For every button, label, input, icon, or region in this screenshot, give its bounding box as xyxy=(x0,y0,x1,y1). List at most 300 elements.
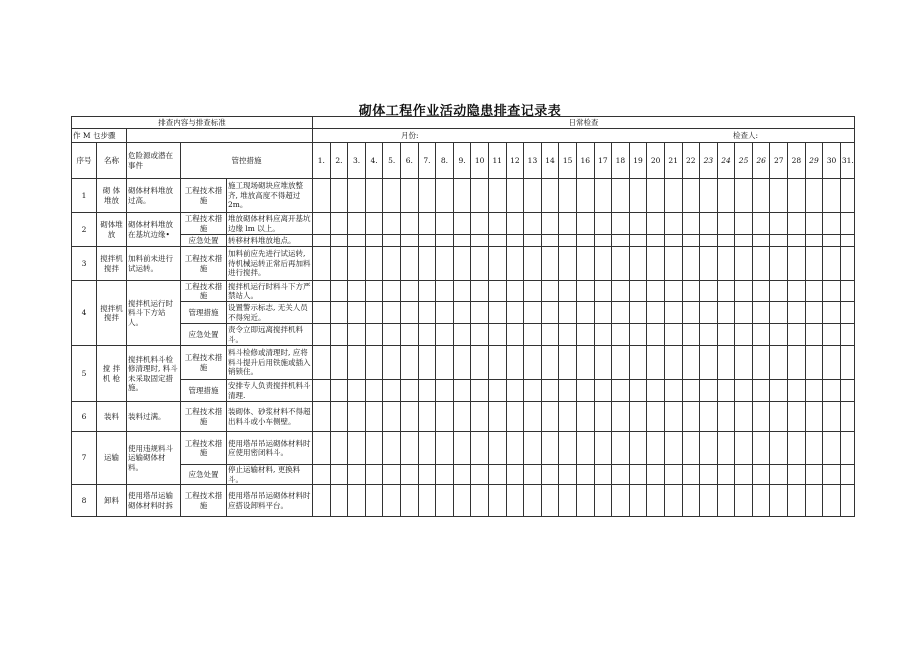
day-check-cell[interactable] xyxy=(488,302,506,324)
day-check-cell[interactable] xyxy=(788,485,806,517)
day-check-cell[interactable] xyxy=(770,346,788,380)
day-check-cell[interactable] xyxy=(840,213,854,235)
day-check-cell[interactable] xyxy=(717,485,735,517)
day-check-cell[interactable] xyxy=(717,432,735,465)
day-check-cell[interactable] xyxy=(471,247,489,281)
day-check-cell[interactable] xyxy=(559,346,577,380)
day-check-cell[interactable] xyxy=(788,247,806,281)
day-check-cell[interactable] xyxy=(629,247,647,281)
day-check-cell[interactable] xyxy=(348,432,366,465)
day-check-cell[interactable] xyxy=(647,380,665,402)
day-check-cell[interactable] xyxy=(541,465,559,485)
day-check-cell[interactable] xyxy=(629,281,647,302)
day-check-cell[interactable] xyxy=(629,465,647,485)
day-check-cell[interactable] xyxy=(330,213,348,235)
day-check-cell[interactable] xyxy=(664,179,682,213)
day-check-cell[interactable] xyxy=(805,346,823,380)
day-check-cell[interactable] xyxy=(541,213,559,235)
day-check-cell[interactable] xyxy=(682,179,700,213)
day-check-cell[interactable] xyxy=(436,235,454,247)
day-check-cell[interactable] xyxy=(682,302,700,324)
day-check-cell[interactable] xyxy=(647,281,665,302)
day-check-cell[interactable] xyxy=(735,235,753,247)
day-check-cell[interactable] xyxy=(664,432,682,465)
day-check-cell[interactable] xyxy=(612,302,630,324)
day-check-cell[interactable] xyxy=(348,485,366,517)
day-check-cell[interactable] xyxy=(664,302,682,324)
day-check-cell[interactable] xyxy=(717,402,735,432)
day-check-cell[interactable] xyxy=(418,179,436,213)
day-check-cell[interactable] xyxy=(453,247,471,281)
day-check-cell[interactable] xyxy=(805,302,823,324)
day-check-cell[interactable] xyxy=(383,179,401,213)
day-check-cell[interactable] xyxy=(541,432,559,465)
day-check-cell[interactable] xyxy=(770,281,788,302)
day-check-cell[interactable] xyxy=(735,281,753,302)
day-check-cell[interactable] xyxy=(365,402,383,432)
day-check-cell[interactable] xyxy=(576,485,594,517)
day-check-cell[interactable] xyxy=(418,213,436,235)
day-check-cell[interactable] xyxy=(752,281,770,302)
day-check-cell[interactable] xyxy=(559,235,577,247)
day-check-cell[interactable] xyxy=(717,346,735,380)
day-check-cell[interactable] xyxy=(823,302,841,324)
day-check-cell[interactable] xyxy=(770,402,788,432)
day-check-cell[interactable] xyxy=(629,402,647,432)
day-check-cell[interactable] xyxy=(453,235,471,247)
day-check-cell[interactable] xyxy=(559,281,577,302)
day-check-cell[interactable] xyxy=(682,281,700,302)
day-check-cell[interactable] xyxy=(541,380,559,402)
day-check-cell[interactable] xyxy=(770,179,788,213)
day-check-cell[interactable] xyxy=(752,485,770,517)
day-check-cell[interactable] xyxy=(365,281,383,302)
day-check-cell[interactable] xyxy=(788,402,806,432)
day-check-cell[interactable] xyxy=(805,485,823,517)
day-check-cell[interactable] xyxy=(471,179,489,213)
day-check-cell[interactable] xyxy=(647,432,665,465)
day-check-cell[interactable] xyxy=(541,235,559,247)
day-check-cell[interactable] xyxy=(664,213,682,235)
day-check-cell[interactable] xyxy=(401,324,419,346)
day-check-cell[interactable] xyxy=(365,302,383,324)
day-check-cell[interactable] xyxy=(752,247,770,281)
day-check-cell[interactable] xyxy=(594,213,612,235)
day-check-cell[interactable] xyxy=(717,179,735,213)
day-check-cell[interactable] xyxy=(348,465,366,485)
day-check-cell[interactable] xyxy=(612,281,630,302)
day-check-cell[interactable] xyxy=(735,346,753,380)
day-check-cell[interactable] xyxy=(629,179,647,213)
day-check-cell[interactable] xyxy=(840,324,854,346)
day-check-cell[interactable] xyxy=(770,380,788,402)
day-check-cell[interactable] xyxy=(330,235,348,247)
day-check-cell[interactable] xyxy=(700,380,718,402)
day-check-cell[interactable] xyxy=(805,465,823,485)
day-check-cell[interactable] xyxy=(383,247,401,281)
day-check-cell[interactable] xyxy=(788,281,806,302)
day-check-cell[interactable] xyxy=(735,485,753,517)
day-check-cell[interactable] xyxy=(383,465,401,485)
day-check-cell[interactable] xyxy=(735,380,753,402)
day-check-cell[interactable] xyxy=(717,235,735,247)
day-check-cell[interactable] xyxy=(313,247,331,281)
day-check-cell[interactable] xyxy=(348,213,366,235)
day-check-cell[interactable] xyxy=(629,485,647,517)
day-check-cell[interactable] xyxy=(506,235,524,247)
day-check-cell[interactable] xyxy=(700,213,718,235)
day-check-cell[interactable] xyxy=(506,302,524,324)
day-check-cell[interactable] xyxy=(436,432,454,465)
day-check-cell[interactable] xyxy=(647,235,665,247)
day-check-cell[interactable] xyxy=(488,213,506,235)
day-check-cell[interactable] xyxy=(788,213,806,235)
day-check-cell[interactable] xyxy=(788,346,806,380)
day-check-cell[interactable] xyxy=(612,213,630,235)
day-check-cell[interactable] xyxy=(313,465,331,485)
day-check-cell[interactable] xyxy=(805,179,823,213)
day-check-cell[interactable] xyxy=(383,324,401,346)
day-check-cell[interactable] xyxy=(594,281,612,302)
day-check-cell[interactable] xyxy=(612,485,630,517)
day-check-cell[interactable] xyxy=(576,432,594,465)
day-check-cell[interactable] xyxy=(330,346,348,380)
day-check-cell[interactable] xyxy=(488,179,506,213)
day-check-cell[interactable] xyxy=(717,465,735,485)
day-check-cell[interactable] xyxy=(488,346,506,380)
day-check-cell[interactable] xyxy=(453,402,471,432)
day-check-cell[interactable] xyxy=(788,302,806,324)
day-check-cell[interactable] xyxy=(629,302,647,324)
day-check-cell[interactable] xyxy=(788,380,806,402)
day-check-cell[interactable] xyxy=(488,380,506,402)
day-check-cell[interactable] xyxy=(559,213,577,235)
day-check-cell[interactable] xyxy=(700,346,718,380)
day-check-cell[interactable] xyxy=(770,465,788,485)
day-check-cell[interactable] xyxy=(436,179,454,213)
day-check-cell[interactable] xyxy=(401,247,419,281)
day-check-cell[interactable] xyxy=(506,402,524,432)
day-check-cell[interactable] xyxy=(700,402,718,432)
day-check-cell[interactable] xyxy=(664,465,682,485)
day-check-cell[interactable] xyxy=(559,432,577,465)
day-check-cell[interactable] xyxy=(840,302,854,324)
day-check-cell[interactable] xyxy=(805,432,823,465)
day-check-cell[interactable] xyxy=(805,281,823,302)
day-check-cell[interactable] xyxy=(541,281,559,302)
day-check-cell[interactable] xyxy=(330,485,348,517)
day-check-cell[interactable] xyxy=(313,302,331,324)
day-check-cell[interactable] xyxy=(576,324,594,346)
day-check-cell[interactable] xyxy=(805,380,823,402)
day-check-cell[interactable] xyxy=(436,485,454,517)
day-check-cell[interactable] xyxy=(471,235,489,247)
day-check-cell[interactable] xyxy=(383,213,401,235)
day-check-cell[interactable] xyxy=(348,302,366,324)
day-check-cell[interactable] xyxy=(840,380,854,402)
day-check-cell[interactable] xyxy=(629,213,647,235)
day-check-cell[interactable] xyxy=(594,302,612,324)
day-check-cell[interactable] xyxy=(840,465,854,485)
day-check-cell[interactable] xyxy=(401,346,419,380)
day-check-cell[interactable] xyxy=(840,402,854,432)
day-check-cell[interactable] xyxy=(506,213,524,235)
day-check-cell[interactable] xyxy=(559,485,577,517)
day-check-cell[interactable] xyxy=(682,247,700,281)
day-check-cell[interactable] xyxy=(559,324,577,346)
day-check-cell[interactable] xyxy=(576,247,594,281)
day-check-cell[interactable] xyxy=(401,432,419,465)
day-check-cell[interactable] xyxy=(717,302,735,324)
day-check-cell[interactable] xyxy=(823,485,841,517)
day-check-cell[interactable] xyxy=(770,324,788,346)
day-check-cell[interactable] xyxy=(559,179,577,213)
day-check-cell[interactable] xyxy=(506,465,524,485)
day-check-cell[interactable] xyxy=(664,235,682,247)
day-check-cell[interactable] xyxy=(330,465,348,485)
day-check-cell[interactable] xyxy=(594,235,612,247)
day-check-cell[interactable] xyxy=(682,402,700,432)
day-check-cell[interactable] xyxy=(805,402,823,432)
day-check-cell[interactable] xyxy=(612,346,630,380)
day-check-cell[interactable] xyxy=(717,380,735,402)
day-check-cell[interactable] xyxy=(647,346,665,380)
day-check-cell[interactable] xyxy=(559,302,577,324)
day-check-cell[interactable] xyxy=(700,432,718,465)
day-check-cell[interactable] xyxy=(594,465,612,485)
day-check-cell[interactable] xyxy=(524,324,542,346)
day-check-cell[interactable] xyxy=(383,380,401,402)
day-check-cell[interactable] xyxy=(524,179,542,213)
day-check-cell[interactable] xyxy=(629,346,647,380)
day-check-cell[interactable] xyxy=(647,465,665,485)
day-check-cell[interactable] xyxy=(330,402,348,432)
day-check-cell[interactable] xyxy=(506,380,524,402)
day-check-cell[interactable] xyxy=(365,235,383,247)
day-check-cell[interactable] xyxy=(735,179,753,213)
day-check-cell[interactable] xyxy=(330,179,348,213)
day-check-cell[interactable] xyxy=(330,302,348,324)
day-check-cell[interactable] xyxy=(594,179,612,213)
day-check-cell[interactable] xyxy=(717,213,735,235)
day-check-cell[interactable] xyxy=(383,402,401,432)
day-check-cell[interactable] xyxy=(576,380,594,402)
day-check-cell[interactable] xyxy=(401,380,419,402)
day-check-cell[interactable] xyxy=(770,235,788,247)
day-check-cell[interactable] xyxy=(506,346,524,380)
day-check-cell[interactable] xyxy=(682,235,700,247)
day-check-cell[interactable] xyxy=(752,179,770,213)
day-check-cell[interactable] xyxy=(788,432,806,465)
day-check-cell[interactable] xyxy=(401,402,419,432)
day-check-cell[interactable] xyxy=(594,485,612,517)
day-check-cell[interactable] xyxy=(700,485,718,517)
day-check-cell[interactable] xyxy=(735,465,753,485)
day-check-cell[interactable] xyxy=(629,432,647,465)
day-check-cell[interactable] xyxy=(823,324,841,346)
day-check-cell[interactable] xyxy=(612,432,630,465)
day-check-cell[interactable] xyxy=(488,485,506,517)
day-check-cell[interactable] xyxy=(840,235,854,247)
day-check-cell[interactable] xyxy=(401,235,419,247)
day-check-cell[interactable] xyxy=(788,235,806,247)
day-check-cell[interactable] xyxy=(330,247,348,281)
day-check-cell[interactable] xyxy=(594,432,612,465)
day-check-cell[interactable] xyxy=(752,235,770,247)
day-check-cell[interactable] xyxy=(524,281,542,302)
day-check-cell[interactable] xyxy=(682,213,700,235)
day-check-cell[interactable] xyxy=(436,346,454,380)
day-check-cell[interactable] xyxy=(401,213,419,235)
day-check-cell[interactable] xyxy=(840,281,854,302)
day-check-cell[interactable] xyxy=(524,380,542,402)
day-check-cell[interactable] xyxy=(840,432,854,465)
day-check-cell[interactable] xyxy=(313,281,331,302)
day-check-cell[interactable] xyxy=(453,213,471,235)
day-check-cell[interactable] xyxy=(576,213,594,235)
day-check-cell[interactable] xyxy=(647,324,665,346)
day-check-cell[interactable] xyxy=(348,281,366,302)
day-check-cell[interactable] xyxy=(700,302,718,324)
day-check-cell[interactable] xyxy=(576,235,594,247)
day-check-cell[interactable] xyxy=(488,247,506,281)
day-check-cell[interactable] xyxy=(524,247,542,281)
day-check-cell[interactable] xyxy=(365,485,383,517)
day-check-cell[interactable] xyxy=(594,324,612,346)
day-check-cell[interactable] xyxy=(594,380,612,402)
day-check-cell[interactable] xyxy=(365,465,383,485)
day-check-cell[interactable] xyxy=(664,324,682,346)
day-check-cell[interactable] xyxy=(418,324,436,346)
day-check-cell[interactable] xyxy=(717,247,735,281)
day-check-cell[interactable] xyxy=(576,302,594,324)
day-check-cell[interactable] xyxy=(418,432,436,465)
day-check-cell[interactable] xyxy=(418,302,436,324)
day-check-cell[interactable] xyxy=(488,324,506,346)
day-check-cell[interactable] xyxy=(752,380,770,402)
day-check-cell[interactable] xyxy=(752,432,770,465)
day-check-cell[interactable] xyxy=(700,324,718,346)
day-check-cell[interactable] xyxy=(664,247,682,281)
day-check-cell[interactable] xyxy=(313,380,331,402)
day-check-cell[interactable] xyxy=(418,485,436,517)
day-check-cell[interactable] xyxy=(612,235,630,247)
day-check-cell[interactable] xyxy=(770,213,788,235)
day-check-cell[interactable] xyxy=(418,465,436,485)
day-check-cell[interactable] xyxy=(348,402,366,432)
day-check-cell[interactable] xyxy=(647,213,665,235)
day-check-cell[interactable] xyxy=(383,485,401,517)
day-check-cell[interactable] xyxy=(612,179,630,213)
day-check-cell[interactable] xyxy=(436,380,454,402)
day-check-cell[interactable] xyxy=(365,380,383,402)
day-check-cell[interactable] xyxy=(313,235,331,247)
day-check-cell[interactable] xyxy=(348,247,366,281)
day-check-cell[interactable] xyxy=(365,432,383,465)
day-check-cell[interactable] xyxy=(612,402,630,432)
day-check-cell[interactable] xyxy=(471,281,489,302)
day-check-cell[interactable] xyxy=(735,432,753,465)
day-check-cell[interactable] xyxy=(788,324,806,346)
day-check-cell[interactable] xyxy=(612,465,630,485)
day-check-cell[interactable] xyxy=(541,346,559,380)
day-check-cell[interactable] xyxy=(313,346,331,380)
day-check-cell[interactable] xyxy=(629,380,647,402)
day-check-cell[interactable] xyxy=(700,247,718,281)
day-check-cell[interactable] xyxy=(840,485,854,517)
day-check-cell[interactable] xyxy=(401,281,419,302)
day-check-cell[interactable] xyxy=(541,324,559,346)
day-check-cell[interactable] xyxy=(770,485,788,517)
day-check-cell[interactable] xyxy=(576,402,594,432)
day-check-cell[interactable] xyxy=(664,402,682,432)
day-check-cell[interactable] xyxy=(559,247,577,281)
day-check-cell[interactable] xyxy=(313,485,331,517)
day-check-cell[interactable] xyxy=(365,213,383,235)
day-check-cell[interactable] xyxy=(453,465,471,485)
day-check-cell[interactable] xyxy=(664,281,682,302)
day-check-cell[interactable] xyxy=(840,346,854,380)
day-check-cell[interactable] xyxy=(383,235,401,247)
day-check-cell[interactable] xyxy=(506,485,524,517)
day-check-cell[interactable] xyxy=(735,213,753,235)
day-check-cell[interactable] xyxy=(612,247,630,281)
day-check-cell[interactable] xyxy=(752,402,770,432)
day-check-cell[interactable] xyxy=(612,380,630,402)
day-check-cell[interactable] xyxy=(418,402,436,432)
day-check-cell[interactable] xyxy=(383,432,401,465)
day-check-cell[interactable] xyxy=(541,402,559,432)
day-check-cell[interactable] xyxy=(330,432,348,465)
day-check-cell[interactable] xyxy=(682,485,700,517)
day-check-cell[interactable] xyxy=(383,281,401,302)
day-check-cell[interactable] xyxy=(612,324,630,346)
day-check-cell[interactable] xyxy=(823,465,841,485)
day-check-cell[interactable] xyxy=(418,281,436,302)
day-check-cell[interactable] xyxy=(576,179,594,213)
day-check-cell[interactable] xyxy=(823,213,841,235)
day-check-cell[interactable] xyxy=(664,380,682,402)
day-check-cell[interactable] xyxy=(647,302,665,324)
day-check-cell[interactable] xyxy=(418,346,436,380)
day-check-cell[interactable] xyxy=(823,179,841,213)
day-check-cell[interactable] xyxy=(541,247,559,281)
day-check-cell[interactable] xyxy=(383,302,401,324)
day-check-cell[interactable] xyxy=(823,380,841,402)
day-check-cell[interactable] xyxy=(436,247,454,281)
day-check-cell[interactable] xyxy=(594,247,612,281)
day-check-cell[interactable] xyxy=(453,302,471,324)
day-check-cell[interactable] xyxy=(717,324,735,346)
day-check-cell[interactable] xyxy=(365,247,383,281)
day-check-cell[interactable] xyxy=(700,235,718,247)
day-check-cell[interactable] xyxy=(541,179,559,213)
day-check-cell[interactable] xyxy=(524,235,542,247)
day-check-cell[interactable] xyxy=(700,281,718,302)
day-check-cell[interactable] xyxy=(682,324,700,346)
day-check-cell[interactable] xyxy=(313,179,331,213)
day-check-cell[interactable] xyxy=(471,346,489,380)
day-check-cell[interactable] xyxy=(488,281,506,302)
day-check-cell[interactable] xyxy=(506,324,524,346)
day-check-cell[interactable] xyxy=(524,432,542,465)
day-check-cell[interactable] xyxy=(330,380,348,402)
day-check-cell[interactable] xyxy=(471,324,489,346)
day-check-cell[interactable] xyxy=(752,346,770,380)
day-check-cell[interactable] xyxy=(541,485,559,517)
day-check-cell[interactable] xyxy=(488,235,506,247)
day-check-cell[interactable] xyxy=(664,485,682,517)
